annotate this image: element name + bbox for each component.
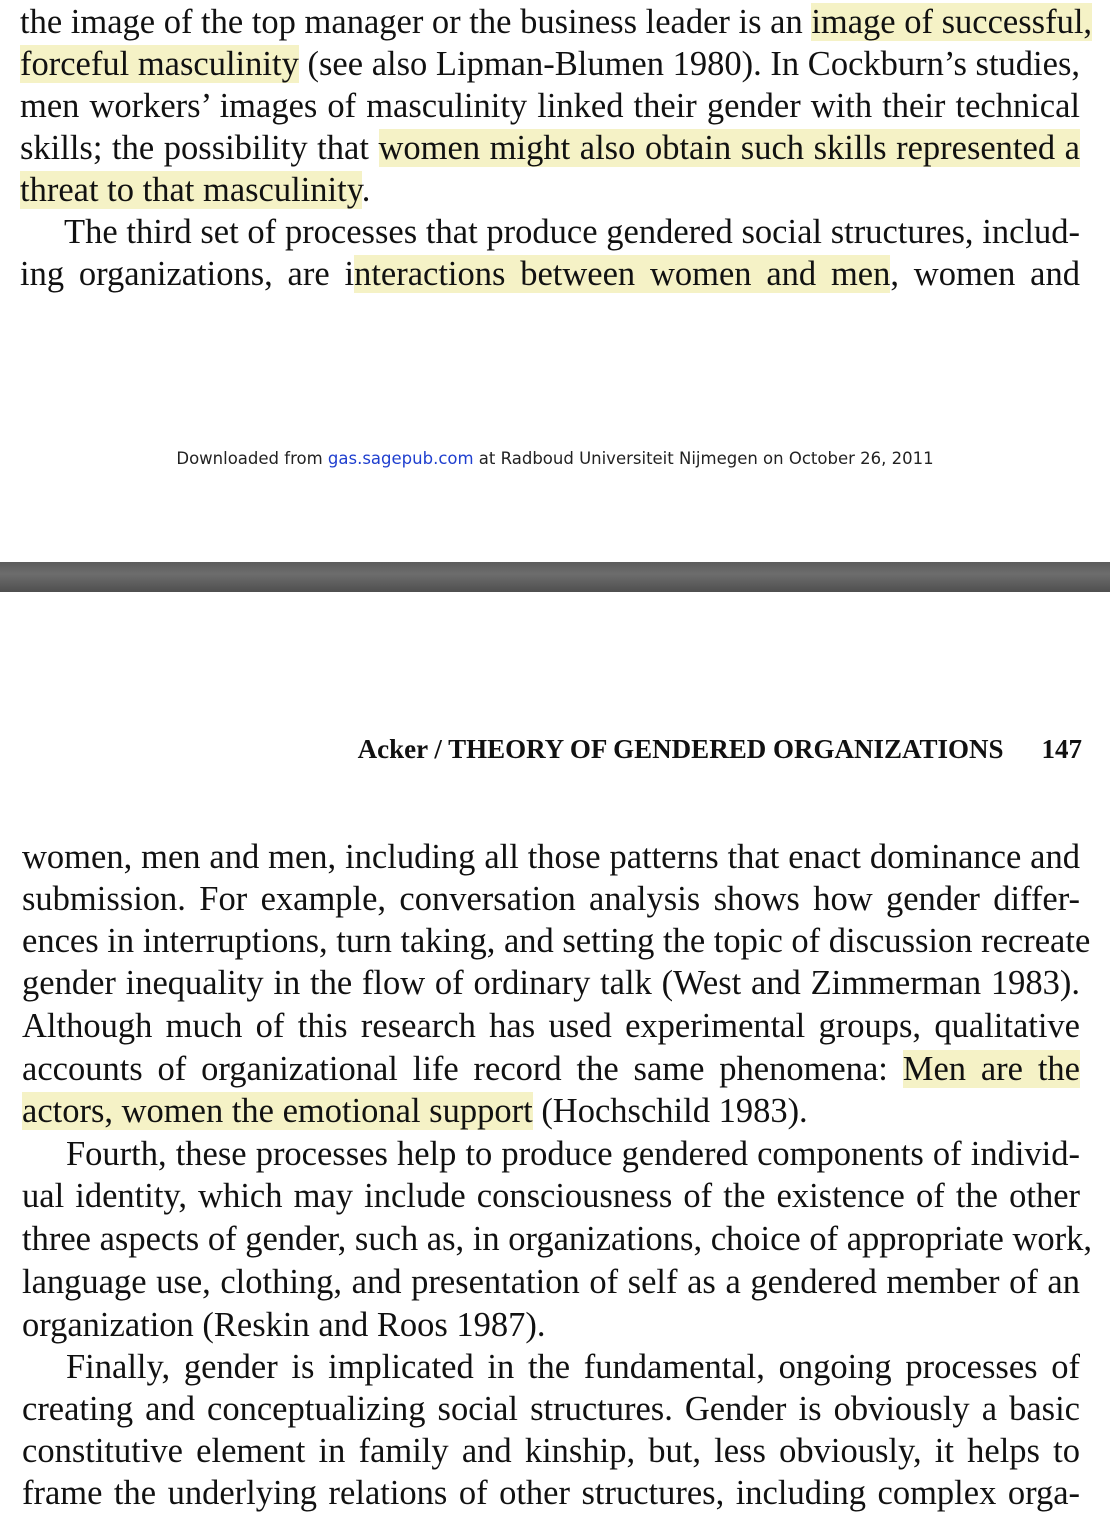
highlight[interactable]: Men are the (902, 1050, 1080, 1088)
text-line: actors, women the emotional support (Hochschild 1983). (22, 1092, 808, 1130)
text-line: The third set of processes that produce gendered social structures, includ- (64, 213, 1080, 251)
text-line: language use, clothing, and presentation of self as a gendered member of an (22, 1263, 1080, 1301)
text-line: forceful masculinity (see also Lipman-Blumen 1980). In Cockburn’s studies, (20, 45, 1081, 83)
highlight[interactable]: nteractions between women and men (354, 255, 891, 293)
highlight[interactable]: image of successful, (811, 3, 1093, 41)
highlight[interactable]: actors, women the emotional support (22, 1092, 533, 1130)
document-page-top (0, 0, 1110, 562)
text-line: frame the underlying relations of other structures, including complex orga- (22, 1474, 1080, 1512)
highlight[interactable]: threat to that masculinity (20, 171, 362, 209)
text-line: Fourth, these processes help to produce gendered components of individ- (66, 1135, 1080, 1173)
download-footer: Downloaded from gas.sagepub.com at Radboud Universiteit Nijmegen on October 26, 2011 (176, 449, 934, 468)
page-number: 147 (1041, 734, 1082, 764)
source-link[interactable]: gas.sagepub.com (327, 449, 474, 468)
text-line: accounts of organizational life record the same phenomena: Men are the (22, 1050, 1080, 1088)
text-line: men workers’ images of masculinity linked their gender with their technical (20, 87, 1080, 125)
running-header (358, 734, 1082, 765)
running-title: Acker / THEORY OF GENDERED ORGANIZATIONS (357, 734, 1004, 764)
text-line: organization (Reskin and Roos 1987). (22, 1306, 546, 1344)
page-separator (0, 562, 1110, 592)
highlight[interactable]: forceful masculinity (20, 45, 299, 83)
text-line: three aspects of gender, such as, in organizations, choice of appropriate work, (22, 1220, 1092, 1258)
text-line: women, men and men, including all those patterns that enact dominance and (22, 838, 1080, 876)
text-line: skills; the possibility that women might also obtain such skills represented a (20, 129, 1080, 167)
text-line: gender inequality in the flow of ordinary talk (West and Zimmerman 1983). (22, 964, 1080, 1002)
text-line: Although much of this research has used experimental groups, qualitative (22, 1007, 1080, 1045)
text-line: threat to that masculinity. (20, 171, 371, 209)
text-line: ing organizations, are interactions between women and men, women and (20, 255, 1080, 293)
text-line: submission. For example, conversation analysis shows how gender differ- (22, 880, 1080, 918)
text-line: ences in interruptions, turn taking, and setting the topic of discussion recreate (22, 922, 1091, 960)
highlight[interactable]: women might also obtain such skills represented a (378, 129, 1080, 167)
text-line: creating and conceptualizing social structures. Gender is obviously a basic (22, 1390, 1080, 1428)
text-line: constitutive element in family and kinship, but, less obviously, it helps to (22, 1432, 1080, 1470)
text-line: the image of the top manager or the business leader is an image of successful, (20, 3, 1093, 41)
text-line: ual identity, which may include consciousness of the existence of the other (22, 1177, 1080, 1215)
text-line: Finally, gender is implicated in the fundamental, ongoing processes of (66, 1348, 1080, 1386)
